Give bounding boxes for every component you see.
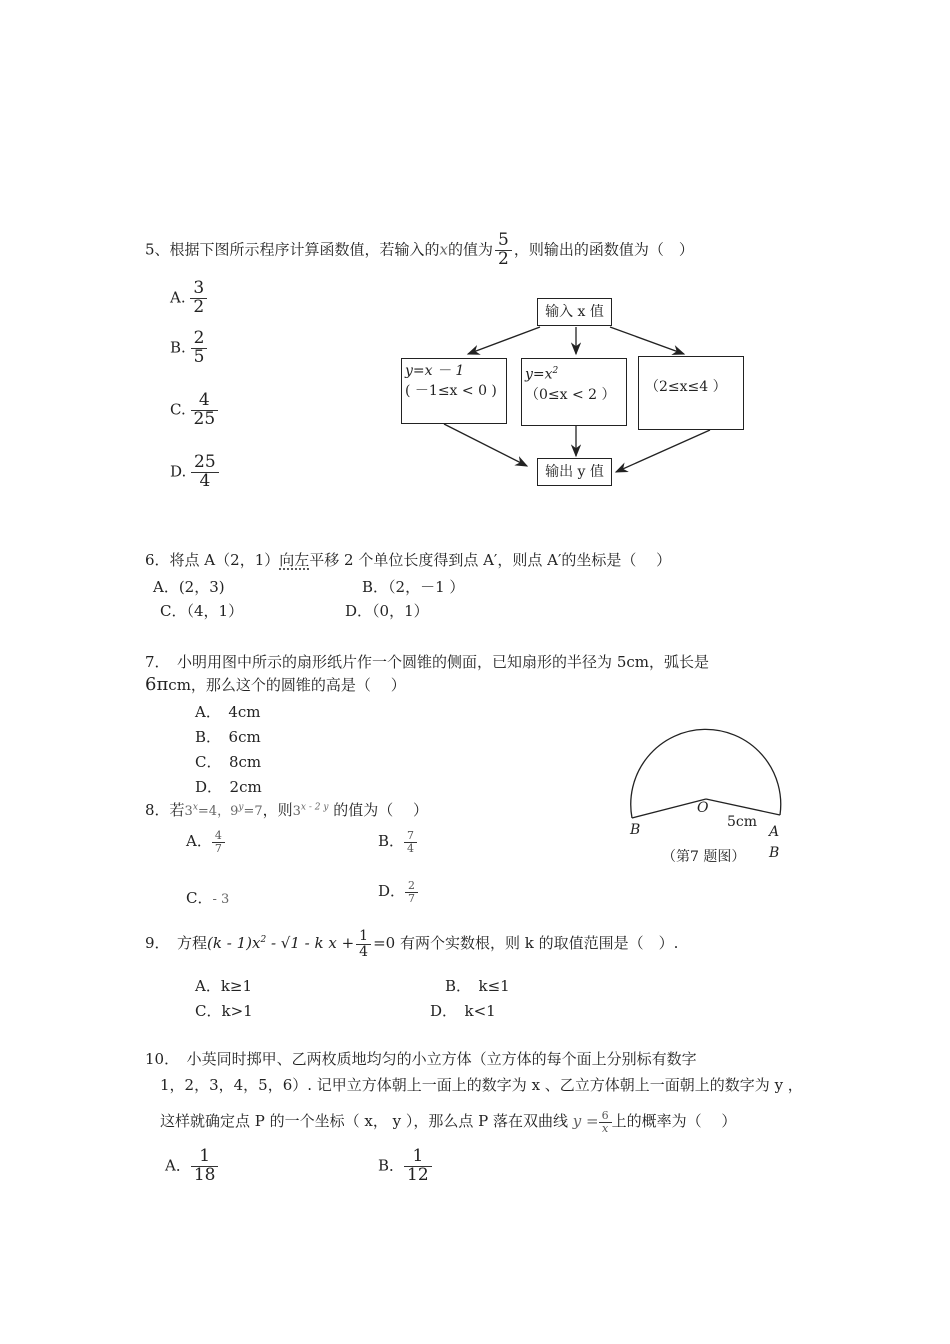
- frac-den: 5: [191, 348, 208, 367]
- q8-exp-y: y: [238, 802, 244, 813]
- frac-den: 2: [190, 298, 207, 317]
- q6-option-a[interactable]: A．(2，3): [153, 578, 225, 596]
- q7-arc-length: 6π: [145, 674, 169, 695]
- q7-option-b[interactable]: B． 6cm: [195, 728, 261, 746]
- option-label: D．: [378, 882, 406, 901]
- q6-emphasis: 向左: [279, 551, 310, 569]
- q10-equation: y =: [572, 1112, 599, 1131]
- q7-label-b-second: B: [769, 845, 780, 861]
- frac-num: 1: [359, 928, 369, 944]
- frac-den: 7: [405, 892, 418, 905]
- q7-figure-caption: （第7 题图）: [662, 849, 746, 865]
- q8-option-b[interactable]: [378, 830, 417, 854]
- flow-branch-2-box: [521, 358, 627, 426]
- frac-num: 4: [198, 390, 210, 410]
- frac-num: 1: [412, 1146, 424, 1166]
- q7-sector-figure: [620, 715, 790, 835]
- q9-stem: [145, 929, 678, 959]
- option-label: A．: [186, 832, 212, 851]
- option-label: C.: [170, 400, 186, 419]
- frac-den: 7: [212, 842, 225, 855]
- q8-base-3: 3: [184, 804, 193, 819]
- flow-branch-1-formula: y=x － 1: [405, 363, 465, 379]
- q7-label-o: O: [697, 800, 709, 816]
- q5-stem-part-c: ，则输出的函数值为（ ）: [513, 240, 694, 259]
- flow-input-box: [537, 298, 612, 326]
- q5-stem-part-a: 5、根据下图所示程序计算函数值，若输入的: [145, 240, 440, 259]
- frac-den: 4: [356, 944, 371, 960]
- q9-option-d[interactable]: D． k<1: [430, 1002, 496, 1020]
- q6-stem: [145, 549, 671, 570]
- frac-den: x: [599, 1122, 612, 1135]
- frac-den: 12: [404, 1166, 432, 1185]
- flow-branch-1-box: [401, 358, 507, 424]
- flow-output-box: [537, 458, 612, 486]
- frac-num: 1: [199, 1146, 211, 1166]
- frac-den: 4: [404, 842, 417, 855]
- q8-option-c[interactable]: [186, 887, 229, 908]
- q8-stem: [145, 799, 428, 820]
- q6-stem-part-b: 平移 2 个单位长度得到点 A′，则点 A′的坐标是（ ）: [309, 551, 672, 569]
- q8-base-3b: 3: [292, 804, 301, 819]
- flow-branch-3-domain: （2≤x≤4 ）: [645, 379, 727, 395]
- q10-option-b[interactable]: [378, 1148, 432, 1185]
- flow-branch-3-box: [638, 356, 744, 430]
- option-fraction: [405, 880, 418, 904]
- q6-option-d[interactable]: D．（0，1）: [345, 602, 429, 620]
- q8-stem-part-c: 的值为（ ）: [333, 801, 428, 819]
- option-label: B．: [378, 832, 405, 851]
- frac-num: 6: [601, 1109, 609, 1122]
- frac-num: 25: [194, 452, 216, 472]
- option-label: C．: [186, 889, 213, 907]
- flow-input-text: 输入 x 值: [545, 304, 604, 320]
- q8-eq-1: =4，9: [197, 804, 239, 819]
- q6-option-b[interactable]: B．（2，－1 ）: [362, 578, 465, 596]
- q9-exp-2: 2: [260, 935, 267, 946]
- q8-eq-2: =7: [243, 804, 263, 819]
- q7-label-a: A: [769, 824, 780, 840]
- q9-fraction: [356, 929, 371, 959]
- q10-stem-part-b: 上的概率为（ ）: [611, 1112, 737, 1131]
- option-label: B.: [170, 338, 186, 357]
- q9-expr-sqrt: - √1 - k x +: [266, 934, 355, 953]
- q7-stem-line-2: [145, 674, 406, 695]
- flow-branch-2-exponent: 2: [552, 366, 559, 376]
- q8-option-d[interactable]: [378, 880, 418, 904]
- q9-option-a[interactable]: A．k≥1: [195, 977, 253, 995]
- q5-stem-part-b: 的值为: [448, 240, 494, 259]
- option-fraction: [191, 1148, 219, 1185]
- q10-fraction: [599, 1110, 612, 1134]
- q7-stem-rest: cm，那么这个的圆锥的高是（ ）: [168, 676, 406, 694]
- frac-den: 4: [191, 472, 219, 491]
- frac-num: 2: [408, 879, 416, 892]
- frac-num: 4: [214, 829, 222, 842]
- q7-stem-line-1: 7． 小明用图中所示的扇形纸片作一个圆锥的侧面，已知扇形的半径为 5cm，弧长是: [145, 653, 709, 671]
- q9-expr-lhs: (k - 1)x: [207, 934, 261, 953]
- option-label: A.: [170, 288, 186, 307]
- option-label: A．: [165, 1156, 191, 1175]
- frac-den: 18: [191, 1166, 219, 1185]
- q6-stem-part-a: 6．将点 A（2，1）: [145, 551, 280, 569]
- flow-branch-2-formula: y=x: [525, 366, 553, 383]
- q7-option-c[interactable]: C． 8cm: [195, 753, 262, 771]
- flow-branch-2-domain: （0≤x < 2 ）: [525, 386, 616, 403]
- q9-stem-part-a: 9． 方程: [145, 934, 208, 953]
- q7-label-radius: 5cm: [727, 814, 758, 830]
- q10-stem-part-a: 这样就确定点 P 的一个坐标（ x， y ），那么点 P 落在双曲线: [160, 1112, 568, 1131]
- q5-frac-num: 5: [498, 230, 509, 250]
- frac-num: 7: [407, 829, 415, 842]
- option-fraction: [404, 1148, 432, 1185]
- flow-output-text: 输出 y 值: [545, 464, 604, 480]
- q9-option-c[interactable]: C．k>1: [195, 1002, 253, 1020]
- option-value: - 3: [212, 892, 230, 907]
- q5-var-x: x: [439, 240, 449, 259]
- option-fraction: [404, 830, 417, 854]
- q10-stem-line-1: 10． 小英同时掷甲、乙两枚质地均匀的小立方体（立方体的每个面上分别标有数字: [145, 1050, 697, 1068]
- q7-option-d[interactable]: D． 2cm: [195, 778, 262, 796]
- q9-option-b[interactable]: B． k≤1: [445, 977, 510, 995]
- q10-stem-line-3: [160, 1110, 736, 1134]
- q8-option-a[interactable]: [186, 830, 225, 854]
- q9-stem-part-b: 有两个实数根，则 k 的取值范围是（ ）.: [399, 934, 679, 953]
- q8-stem-part-a: 8．若: [145, 801, 185, 819]
- frac-num: 3: [193, 278, 205, 298]
- q6-option-c[interactable]: C．（4，1）: [160, 602, 244, 620]
- option-label: D.: [170, 462, 187, 481]
- q7-label-b: B: [630, 822, 641, 838]
- q8-stem-part-b: ，则: [262, 801, 293, 819]
- q8-exp-x: x: [192, 802, 198, 813]
- frac-num: 2: [193, 328, 205, 348]
- frac-den: 25: [191, 410, 219, 429]
- q10-stem-line-2: 1，2，3，4，5，6）. 记甲立方体朝上一面上的数字为 x 、乙立方体朝上一面朝上的数字为 y ，: [160, 1076, 803, 1094]
- option-fraction: [212, 830, 225, 854]
- q10-option-a[interactable]: [165, 1148, 218, 1185]
- q5-frac-den: 2: [495, 250, 512, 269]
- q9-expr-rhs: =0: [373, 934, 396, 953]
- flow-branch-1-domain: ( －1≤x < 0 ): [405, 383, 497, 399]
- option-label: B．: [378, 1156, 405, 1175]
- q8-exp-combined: x - 2 y: [300, 802, 329, 813]
- q7-option-a[interactable]: A． 4cm: [195, 703, 261, 721]
